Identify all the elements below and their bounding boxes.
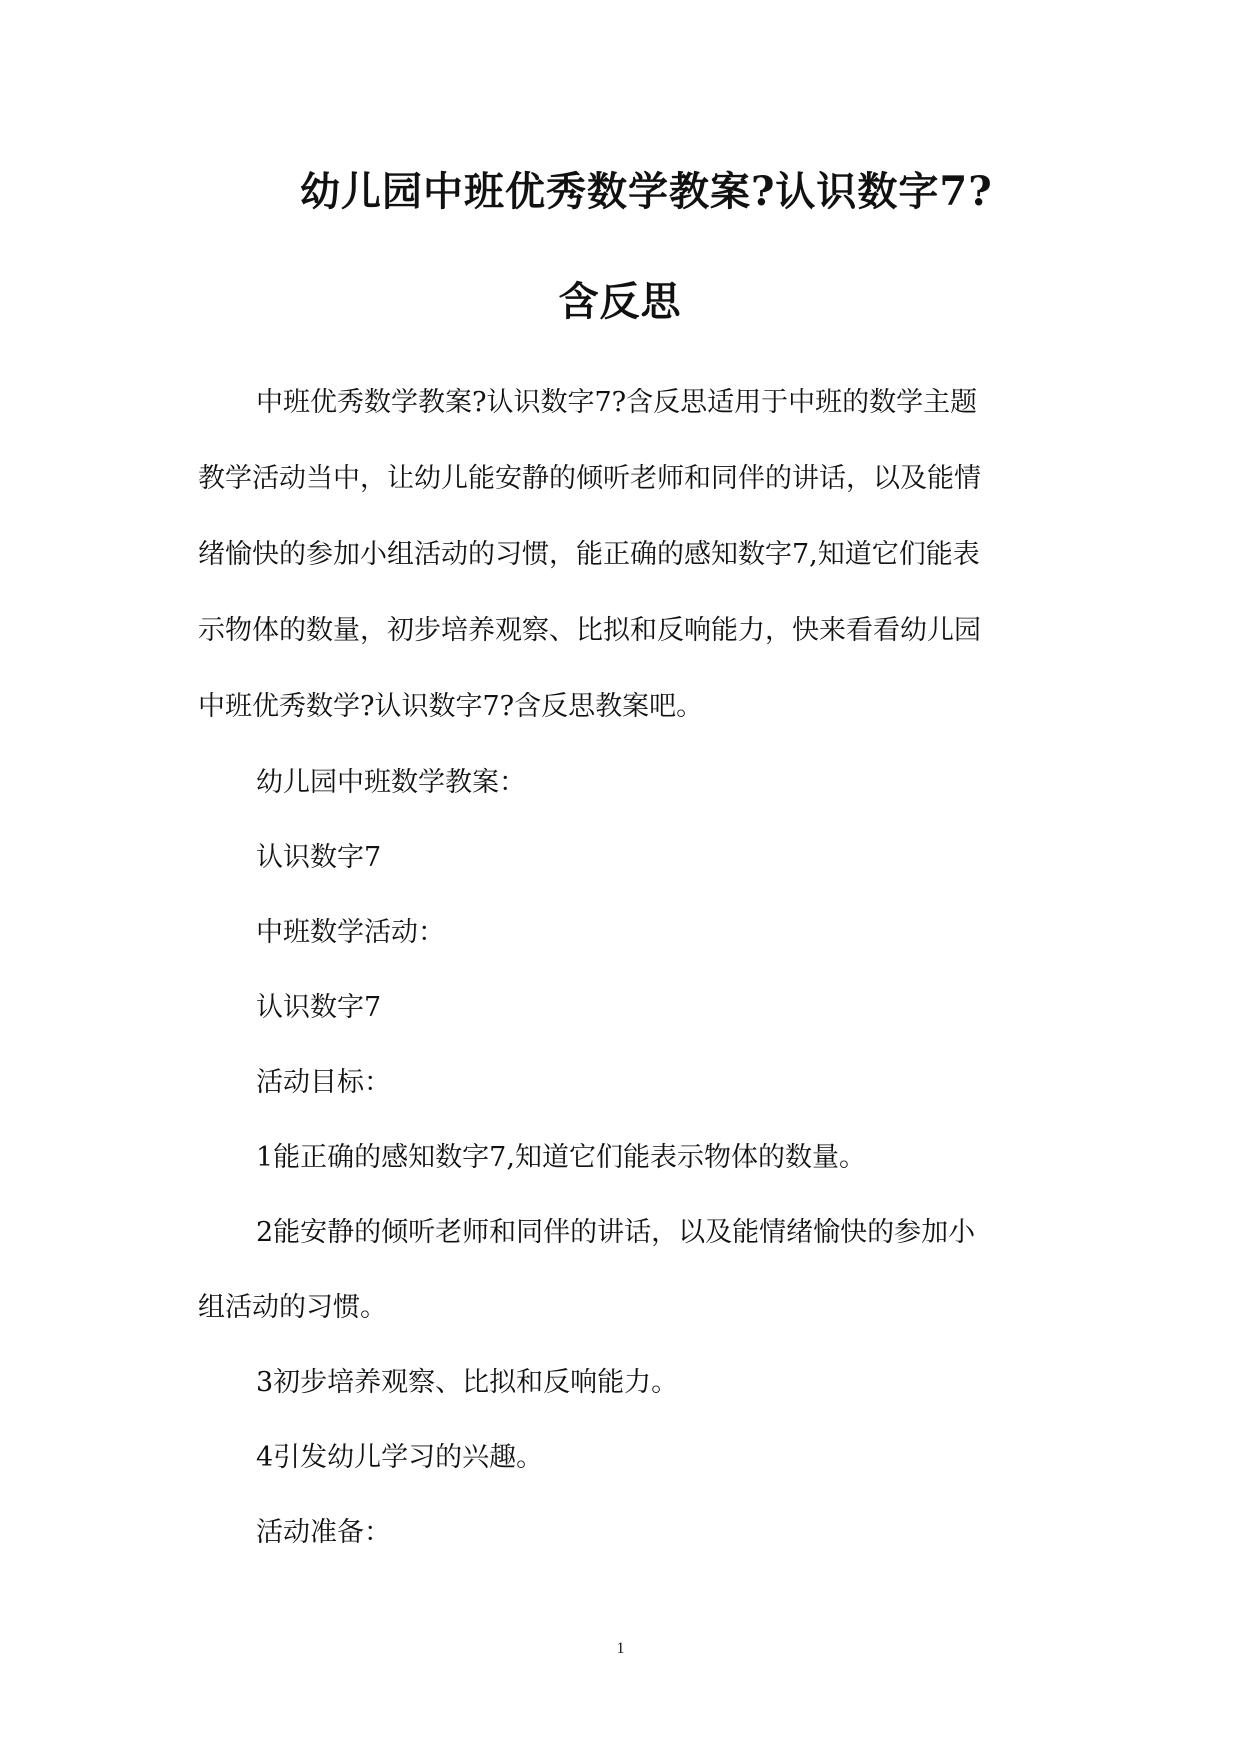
goal-item: 3初步培养观察、比拟和反响能力。 (256, 1367, 679, 1398)
section-heading: 活动准备： (256, 1517, 391, 1548)
document-title-line-2: 含反思 (558, 278, 682, 325)
section-heading: 幼儿园中班数学教案： (256, 767, 526, 798)
goal-item: 4引发幼儿学习的兴趣。 (256, 1442, 544, 1473)
intro-line: 绪愉快的参加小组活动的习惯，能正确的感知数字7,知道它们能表 (198, 539, 980, 570)
goal-item-continued: 组活动的习惯。 (198, 1292, 387, 1323)
section-heading: 中班数学活动： (256, 917, 445, 948)
section-line: 认识数字7 (256, 842, 382, 873)
section-heading: 活动目标： (256, 1067, 391, 1098)
page-number: 1 (616, 1640, 625, 1657)
intro-line: 示物体的数量，初步培养观察、比拟和反响能力，快来看看幼儿园 (198, 615, 981, 646)
document-title-line-1: 幼儿园中班优秀数学教案?认识数字7? (300, 168, 993, 215)
intro-line: 中班优秀数学?认识数字7?含反思教案吧。 (198, 691, 704, 722)
goal-item: 2能安静的倾听老师和同伴的讲话，以及能情绪愉快的参加小 (256, 1217, 976, 1248)
goal-item: 1能正确的感知数字7,知道它们能表示物体的数量。 (256, 1142, 866, 1173)
intro-line: 教学活动当中，让幼儿能安静的倾听老师和同伴的讲话，以及能情 (198, 463, 981, 494)
intro-line: 中班优秀数学教案?认识数字7?含反思适用于中班的数学主题 (256, 387, 978, 418)
section-line: 认识数字7 (256, 992, 382, 1023)
